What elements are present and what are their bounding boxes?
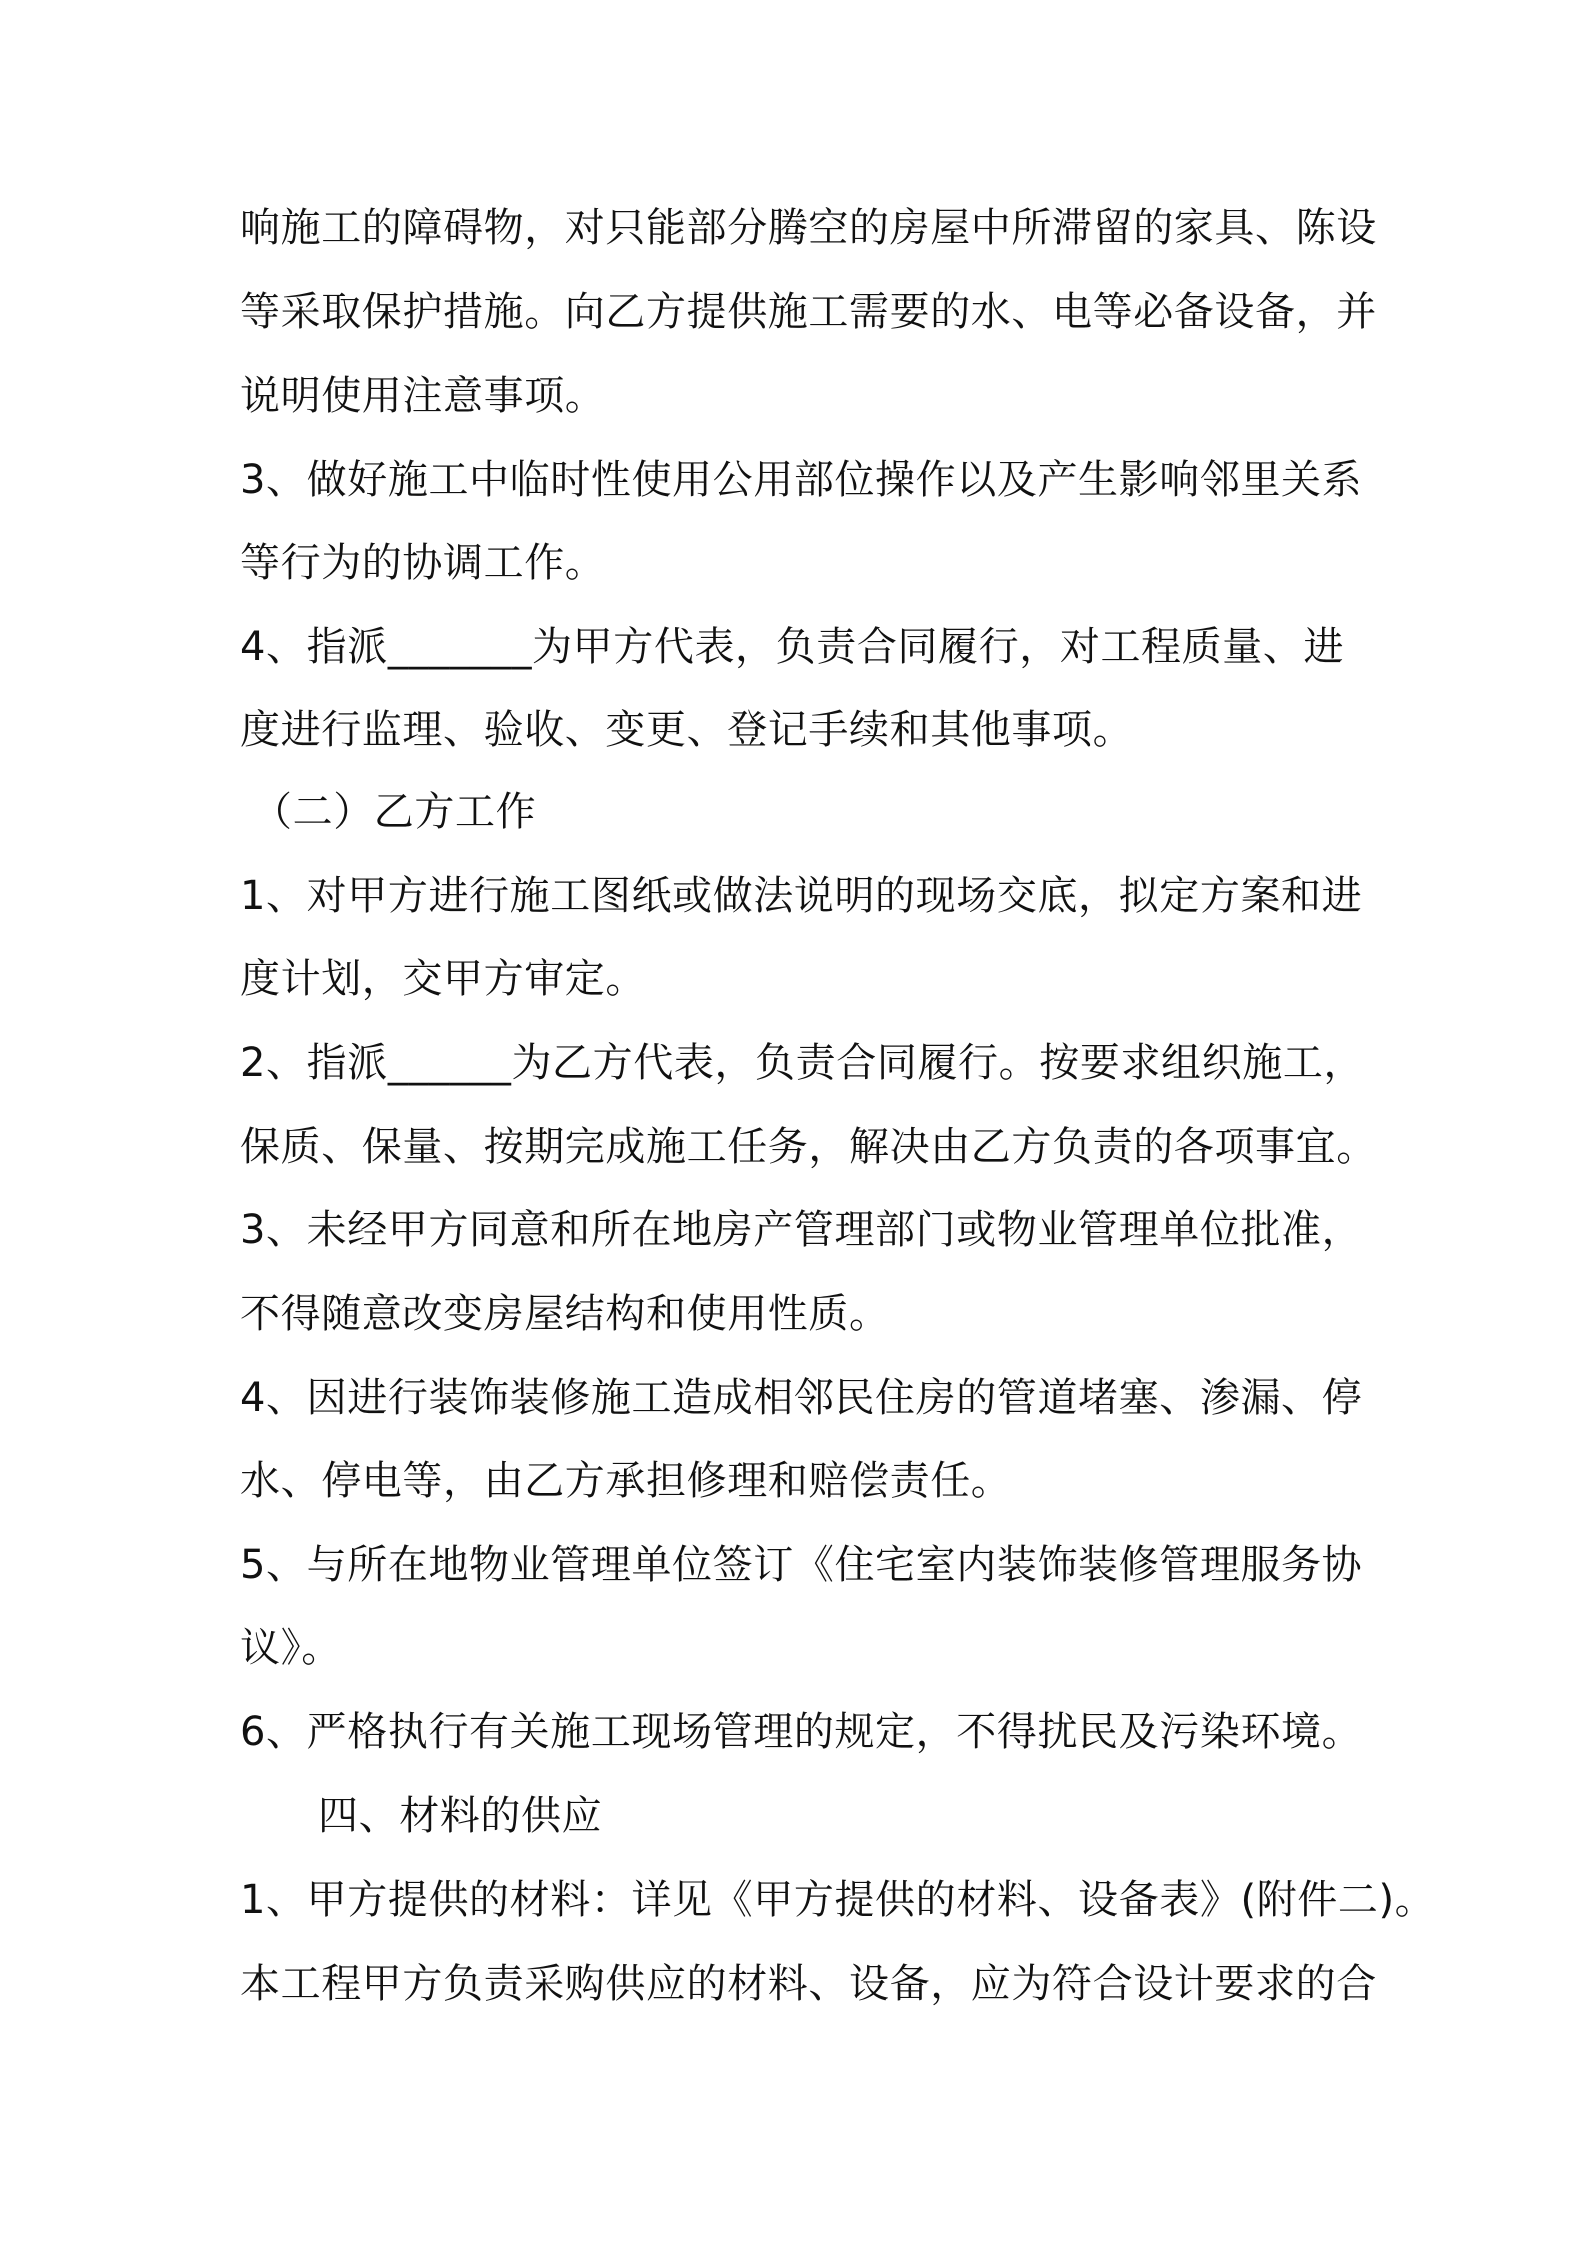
paragraph-line: 6、严格执行有关施工现场管理的规定，不得扰民及污染环境。 — [240, 1709, 1363, 1755]
section-heading-material-supply: 四、材料的供应 — [318, 1793, 603, 1839]
paragraph-line: 议》。 — [240, 1625, 342, 1671]
paragraph-line: 说明使用注意事项。 — [240, 373, 606, 419]
paragraph-line: 水、停电等，由乙方承担修理和赔偿责任。 — [240, 1458, 1012, 1504]
paragraph-line: 5、与所在地物业管理单位签订《住宅室内装饰装修管理服务协 — [240, 1542, 1363, 1588]
paragraph-line: 4、指派_______为甲方代表，负责合同履行，对工程质量、进 — [240, 624, 1345, 670]
paragraph-line: 等行为的协调工作。 — [240, 540, 606, 586]
paragraph-line: 1、对甲方进行施工图纸或做法说明的现场交底，拟定方案和进 — [240, 873, 1363, 919]
paragraph-line: 响施工的障碍物，对只能部分腾空的房屋中所滞留的家具、陈设 — [240, 205, 1377, 251]
paragraph-line: 3、未经甲方同意和所在地房产管理部门或物业管理单位批准， — [240, 1207, 1363, 1253]
paragraph-line: 本工程甲方负责采购供应的材料、设备，应为符合设计要求的合 — [240, 1961, 1377, 2007]
paragraph-line: 不得随意改变房屋结构和使用性质。 — [240, 1291, 890, 1337]
paragraph-line: 4、因进行装饰装修施工造成相邻民住房的管道堵塞、渗漏、停 — [240, 1375, 1363, 1421]
paragraph-line: 度进行监理、验收、变更、登记手续和其他事项。 — [240, 707, 1134, 753]
paragraph-line: 保质、保量、按期完成施工任务，解决由乙方负责的各项事宜。 — [240, 1124, 1377, 1170]
paragraph-line: 等采取保护措施。向乙方提供施工需要的水、电等必备设备，并 — [240, 289, 1377, 335]
paragraph-line: 度计划，交甲方审定。 — [240, 956, 646, 1002]
paragraph-line: 2、指派______为乙方代表，负责合同履行。按要求组织施工， — [240, 1040, 1365, 1086]
paragraph-line: 1、甲方提供的材料：详见《甲方提供的材料、设备表》(附件二)。 — [240, 1877, 1436, 1923]
paragraph-line: 3、做好施工中临时性使用公用部位操作以及产生影响邻里关系 — [240, 457, 1363, 503]
section-heading-party-b-work: （二）乙方工作 — [252, 789, 537, 835]
